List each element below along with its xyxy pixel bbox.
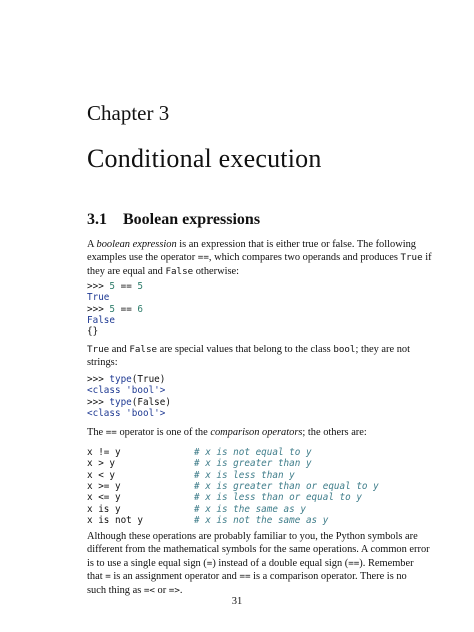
operator-row: x >= y # x is greater than or equal to y xyxy=(87,481,379,493)
section-heading xyxy=(87,211,260,229)
intro-line-3: they are equal and False otherwise: xyxy=(87,265,240,277)
intro-line-2: examples use the operator ==, which compares two operands and produces True if xyxy=(87,252,432,264)
code-output: <class 'bool'> xyxy=(87,385,166,397)
types-paragraph xyxy=(87,343,410,370)
operator-row: x is y # x is the same as y xyxy=(87,503,306,515)
code-line: >>> 5 == 5 xyxy=(87,281,143,292)
code-output: False xyxy=(87,314,115,326)
operators-intro-line: The == operator is one of the comparison operators; the others are: xyxy=(87,427,367,438)
chapter-label: Chapter 3 xyxy=(87,101,170,125)
closing-line-5: such thing as =< or =>. xyxy=(87,584,183,596)
operator-row: x < y # x is less than y xyxy=(87,469,295,481)
intro-paragraph xyxy=(87,238,432,278)
code-line: >>> 5 == 6 xyxy=(87,303,143,315)
closing-line-4: that = is an assignment operator and == is a comparison operator. There is no xyxy=(87,571,407,583)
comparison-operators-list xyxy=(87,447,407,526)
types-line-2: strings: xyxy=(87,357,118,369)
code-output: <class 'bool'> xyxy=(87,407,166,419)
operator-row: x != y # x is not equal to y xyxy=(87,447,312,458)
code-block-type xyxy=(87,374,171,419)
code-output: {} xyxy=(87,326,99,338)
code-block-comparison xyxy=(87,281,143,337)
closing-paragraph xyxy=(87,530,430,597)
intro-line-1: A boolean expression is an expression that is either true or false. The following xyxy=(87,239,416,250)
types-line-1: True and False are special values that belong to the class bool; they are not xyxy=(87,344,410,355)
code-output: True xyxy=(87,292,110,304)
page-number: 31 xyxy=(231,596,243,607)
operators-paragraph xyxy=(87,426,387,439)
closing-line-3: is to use a single equal sign (=) instead of a double equal sign (==). Remember xyxy=(87,557,414,569)
code-line: >>> type(True) xyxy=(87,374,166,385)
section-number: 3.1 xyxy=(87,211,107,228)
closing-line-1: Although these operations are probably familiar to you, the Python symbols are xyxy=(87,531,418,542)
chapter-title: Conditional execution xyxy=(87,144,322,173)
section-title: Boolean expressions xyxy=(123,211,261,228)
closing-line-2: different from the mathematical symbols for the same operations. A common error xyxy=(87,544,430,556)
operator-row: x > y # x is greater than y xyxy=(87,458,312,470)
code-line: >>> type(False) xyxy=(87,396,171,408)
operator-row: x <= y # x is less than or equal to y xyxy=(87,492,362,504)
operator-row: x is not y # x is not the same as y xyxy=(87,515,329,527)
